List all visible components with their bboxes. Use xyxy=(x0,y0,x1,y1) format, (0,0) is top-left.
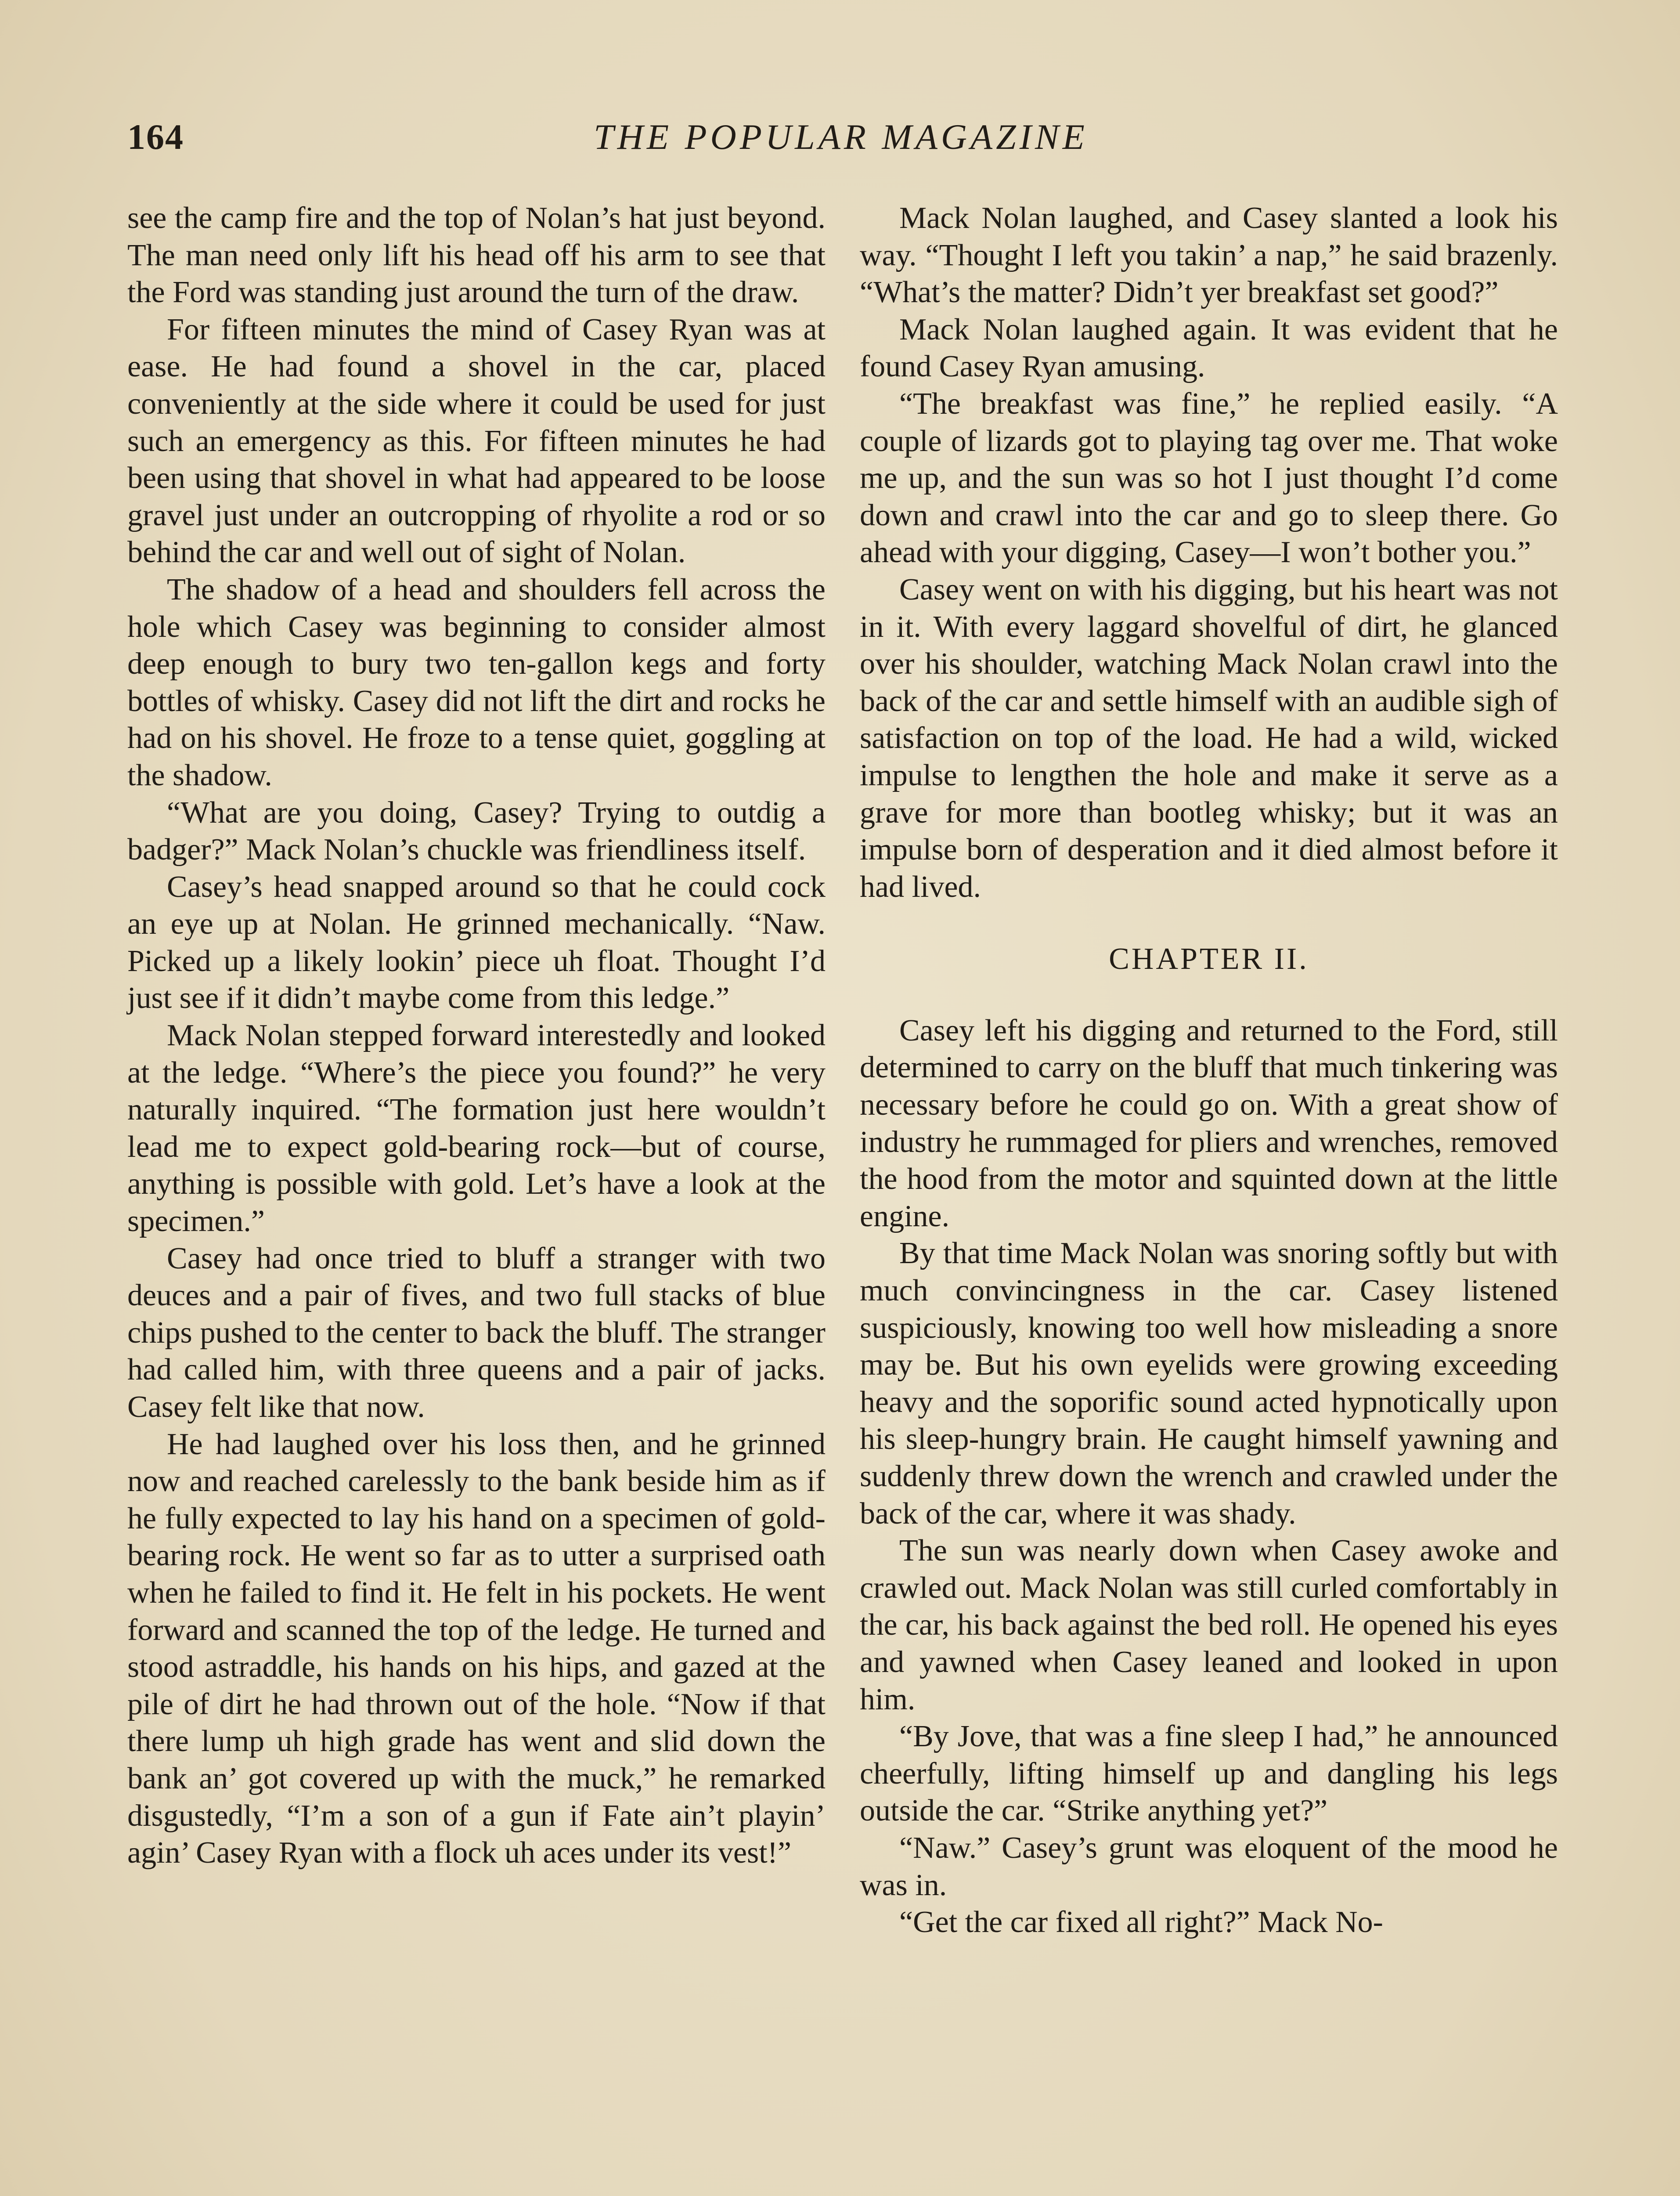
left-column xyxy=(127,200,826,1872)
paragraph: Mack Nolan laughed again. It was evident that he found Casey Ryan amusing. xyxy=(860,312,1558,384)
paragraph: Casey had once tried to bluff a stranger with two deuces and a pair of fives, and two full stacks of blue chips pushed to the center to back the bluff. The stranger had called him, with three queens and a pair of jacks. Casey felt like that now. xyxy=(127,1241,826,1424)
chapter-heading: CHAPTER II. xyxy=(1109,942,1309,976)
paragraph: “By Jove, that was a fine sleep I had,” he announced cheerfully, lifting himself up and dangling his legs outside the car. “Strike anything yet?” xyxy=(860,1719,1558,1828)
paragraph: “The breakfast was fine,” he replied easily. “A couple of lizards got to playing tag over me. That woke me up, and the sun was so hot I just thought I’d come down and crawl into the car and go to sleep there. Go ahead with your digging, Casey—I won’t bother you.” xyxy=(860,386,1558,570)
paragraph: The shadow of a head and shoulders fell across the hole which Casey was beginning to consider almost deep enough to bury two ten-gallon kegs and forty bottles of whisky. Casey did not lift the dirt and rocks he had on his shovel. He froze to a tense quiet, goggling at the shadow. xyxy=(127,572,826,792)
paragraph: “Get the car fixed all right?” Mack No- xyxy=(899,1905,1383,1940)
paragraph: Mack Nolan laughed, and Casey slanted a look his way. “Thought I left you takin’ a nap,” he said brazenly. “What’s the matter? Didn’t yer breakfast set good?” xyxy=(860,201,1558,310)
paragraph: By that time Mack Nolan was snoring softly but with much convincingness in the car. Casey listened suspiciously, knowing too well how misleading a snore may be. But his own eyelids were growing exceeding heavy and the soporific sound acted hypnotically upon his sleep-hungry brain. He caught himself yawning and suddenly threw down the wrench and crawled under the back of the car, where it was shady. xyxy=(860,1236,1558,1531)
page-header xyxy=(127,116,1554,165)
paragraph: Casey went on with his digging, but his heart was not in it. With every laggard shovelful of dirt, he glanced over his shoulder, watching Mack Nolan crawl into the back of the car and settle himself with an audible sigh of satisfaction on top of the load. He had a wild, wicked impulse to lengthen the hole and make it serve as a grave for more than bootleg whisky; but it was an impulse born of desperation and it died almost before it had lived. xyxy=(860,572,1558,904)
paragraph: “What are you doing, Casey? Trying to outdig a badger?” Mack Nolan’s chuckle was friendliness itself. xyxy=(127,795,826,867)
paragraph: “Naw.” Casey’s grunt was eloquent of the mood he was in. xyxy=(860,1831,1558,1902)
paragraph: Mack Nolan stepped forward interestedly and looked at the ledge. “Where’s the piece you found?” he very naturally inquired. “The formation just here wouldn’t lead me to expect gold-bearing rock—but of course, anything is possible with gold. Let’s have a look at the specimen.” xyxy=(127,1019,826,1239)
paragraph: Casey’s head snapped around so that he could cock an eye up at Nolan. He grinned mechanically. “Naw. Picked up a likely lookin’ piece uh float. Thought I’d just see if it didn’t maybe come from this ledge.” xyxy=(127,870,826,1015)
right-column xyxy=(860,200,1558,1941)
paragraph: see the camp fire and the top of Nolan’s hat just beyond. The man need only lift his head off his arm to see that the Ford was standing just around the turn of the draw. xyxy=(127,201,826,310)
running-head: THE POPULAR MAGAZINE xyxy=(594,117,1088,157)
page-number: 164 xyxy=(127,117,184,157)
paragraph: He had laughed over his loss then, and he grinned now and reached carelessly to the bank beside him as if he fully expected to lay his hand on a specimen of gold-bearing rock. He went so far as to utter a surprised oath when he failed to find it. He felt in his pockets. He went forward and scanned the top of the ledge. He turned and stood astraddle, his hands on his hips, and gazed at the pile of dirt he had thrown out of the hole. “Now if that there lump uh high grade has went and slid down the bank an’ got covered up with the muck,” he remarked disgustedly, “I’m a son of a gun if Fate ain’t playin’ agin’ Casey Ryan with a flock uh aces under its vest!” xyxy=(127,1427,826,1870)
paragraph: The sun was nearly down when Casey awoke and crawled out. Mack Nolan was still curled comfortably in the car, his back against the bed roll. He opened his eyes and yawned when Casey leaned and looked in upon him. xyxy=(860,1534,1558,1716)
paragraph: For fifteen minutes the mind of Casey Ryan was at ease. He had found a shovel in the car, placed conveniently at the side where it could be used for just such an emergency as this. For fifteen minutes he had been using that shovel in what had appeared to be loose gravel just under an outcropping of rhyolite a rod or so behind the car and well out of sight of Nolan. xyxy=(127,312,826,570)
paragraph: Casey left his digging and returned to the Ford, still determined to carry on the bluff that much tinkering was necessary before he could go on. With a great show of industry he rummaged for pliers and wrenches, removed the hood from the motor and squinted down at the little engine. xyxy=(860,1013,1558,1233)
